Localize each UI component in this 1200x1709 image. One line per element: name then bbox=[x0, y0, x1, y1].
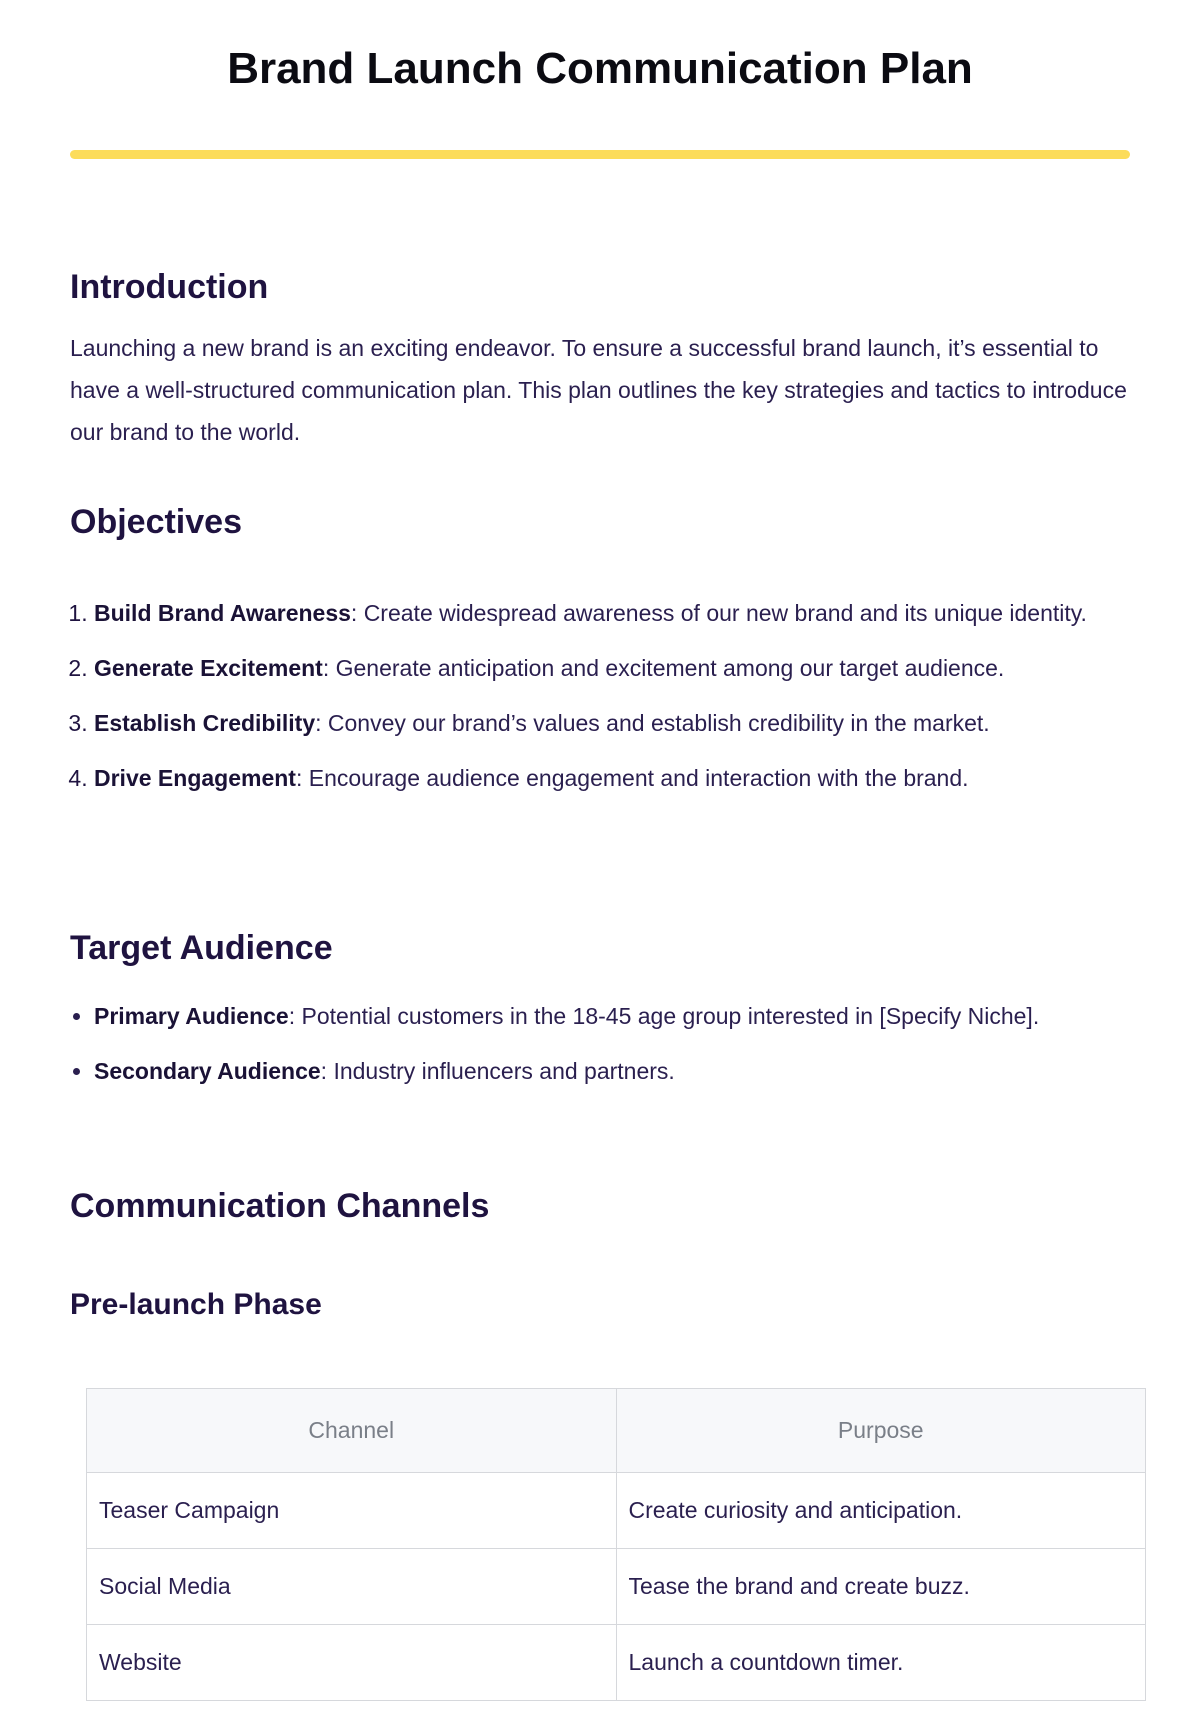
table-row bbox=[87, 1625, 1146, 1701]
table-header-row bbox=[87, 1389, 1146, 1473]
target-audience-heading: Target Audience bbox=[70, 929, 333, 967]
objective-term: Establish Credibility bbox=[94, 710, 316, 736]
introduction-heading: Introduction bbox=[70, 268, 269, 306]
audience-text: : Potential customers in the 18-45 age group interested in [Specify Niche]. bbox=[288, 1003, 1040, 1029]
table-cell: Create curiosity and anticipation. bbox=[616, 1473, 1146, 1549]
document-title: Brand Launch Communication Plan bbox=[227, 44, 973, 93]
table-row bbox=[87, 1549, 1146, 1625]
list-item bbox=[94, 995, 1154, 1037]
list-item bbox=[94, 1050, 1154, 1092]
objectives-heading: Objectives bbox=[70, 503, 242, 541]
audience-list bbox=[70, 995, 1154, 1105]
table-cell: Social Media bbox=[87, 1549, 617, 1625]
column-header-channel: Channel bbox=[87, 1389, 617, 1473]
table-cell: Tease the brand and create buzz. bbox=[616, 1549, 1146, 1625]
objective-text: : Generate anticipation and excitement among our target audience. bbox=[322, 655, 1005, 681]
table-cell: Website bbox=[87, 1625, 617, 1701]
audience-term: Secondary Audience bbox=[94, 1058, 321, 1084]
objective-term: Generate Excitement bbox=[94, 655, 323, 681]
pre-launch-channels-table bbox=[86, 1388, 1146, 1701]
objective-text: : Convey our brand’s values and establish credibility in the market. bbox=[315, 710, 990, 736]
objective-text: : Encourage audience engagement and interaction with the brand. bbox=[295, 765, 969, 791]
objective-text: : Create widespread awareness of our new brand and its unique identity. bbox=[350, 600, 1087, 626]
pre-launch-heading: Pre-launch Phase bbox=[70, 1288, 322, 1321]
objective-term: Drive Engagement bbox=[94, 765, 296, 791]
audience-term: Primary Audience bbox=[94, 1003, 289, 1029]
communication-channels-heading: Communication Channels bbox=[70, 1187, 490, 1225]
table-row bbox=[87, 1473, 1146, 1549]
audience-text: : Industry influencers and partners. bbox=[320, 1058, 675, 1084]
introduction-text: Launching a new brand is an exciting endeavor. To ensure a successful brand launch, it’s essential to have a well-structured communication plan. This plan outlines the key strategies and tactics to introduce our brand to the world. bbox=[70, 335, 1127, 445]
column-header-purpose: Purpose bbox=[616, 1389, 1146, 1473]
objective-term: Build Brand Awareness bbox=[94, 600, 351, 626]
table-cell: Launch a countdown timer. bbox=[616, 1625, 1146, 1701]
table-cell: Teaser Campaign bbox=[87, 1473, 617, 1549]
